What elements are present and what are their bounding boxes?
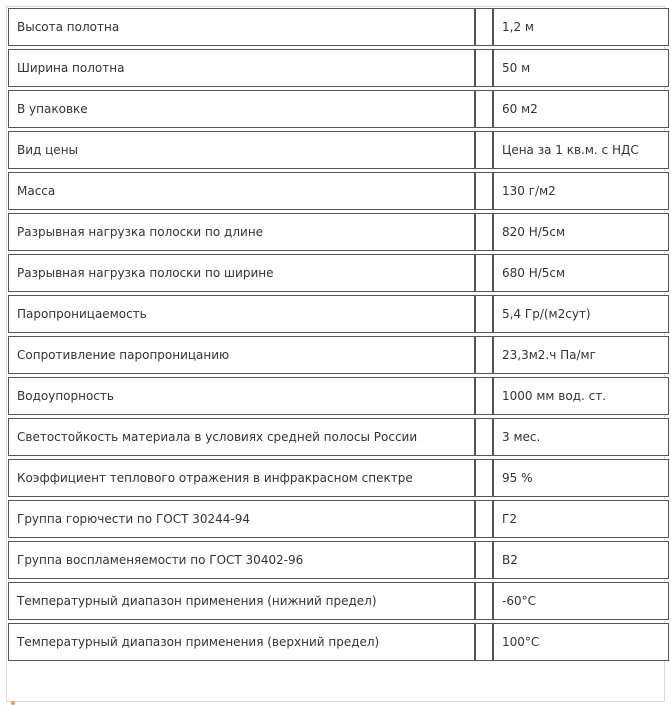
cell-gap — [475, 131, 493, 169]
cell-gap — [475, 623, 493, 661]
cell-gap — [475, 418, 493, 456]
spec-value: 50 м — [493, 49, 669, 87]
cell-gap — [475, 213, 493, 251]
table-row — [8, 295, 669, 333]
spec-value: 1,2 м — [493, 8, 669, 46]
spec-name: Группа горючести по ГОСТ 30244-94 — [8, 500, 475, 538]
cell-gap — [475, 8, 493, 46]
cell-gap — [475, 377, 493, 415]
cell-gap — [475, 582, 493, 620]
table-row — [8, 582, 669, 620]
table-row — [8, 49, 669, 87]
cell-gap — [475, 541, 493, 579]
spec-name: Высота полотна — [8, 8, 475, 46]
cell-gap — [475, 254, 493, 292]
table-row — [8, 541, 669, 579]
table-row — [8, 254, 669, 292]
spec-value: В2 — [493, 541, 669, 579]
spec-value: 23,3м2.ч Па/мг — [493, 336, 669, 374]
spec-name: Группа воспламеняемости по ГОСТ 30402-96 — [8, 541, 475, 579]
spec-value: 5,4 Гр/(м2сут) — [493, 295, 669, 333]
spec-name: Температурный диапазон применения (верхний предел) — [8, 623, 475, 661]
cell-gap — [475, 172, 493, 210]
spec-name: Разрывная нагрузка полоски по длине — [8, 213, 475, 251]
spec-name: Коэффициент теплового отражения в инфракрасном спектре — [8, 459, 475, 497]
spec-name: Водоупорность — [8, 377, 475, 415]
spec-name: Ширина полотна — [8, 49, 475, 87]
spec-name: Сопротивление паропроницанию — [8, 336, 475, 374]
spec-name: Разрывная нагрузка полоски по ширине — [8, 254, 475, 292]
spec-name: Масса — [8, 172, 475, 210]
spec-name: Светостойкость материала в условиях средней полосы России — [8, 418, 475, 456]
cell-gap — [475, 500, 493, 538]
spec-value: 130 г/м2 — [493, 172, 669, 210]
spec-value: 820 Н/5см — [493, 213, 669, 251]
table-row — [8, 8, 669, 46]
cell-gap — [475, 459, 493, 497]
spec-name: Температурный диапазон применения (нижний предел) — [8, 582, 475, 620]
spec-value: 1000 мм вод. ст. — [493, 377, 669, 415]
table-row — [8, 172, 669, 210]
table-row — [8, 459, 669, 497]
table-row — [8, 213, 669, 251]
spec-table-body — [8, 8, 669, 661]
spec-name: В упаковке — [8, 90, 475, 128]
spec-name: Вид цены — [8, 131, 475, 169]
corner-dot — [11, 701, 15, 705]
table-row — [8, 623, 669, 661]
spec-value: 100°С — [493, 623, 669, 661]
spec-value: Цена за 1 кв.м. с НДС — [493, 131, 669, 169]
cell-gap — [475, 295, 493, 333]
spec-value: Г2 — [493, 500, 669, 538]
spec-value: 680 Н/5см — [493, 254, 669, 292]
table-row — [8, 131, 669, 169]
cell-gap — [475, 49, 493, 87]
cell-gap — [475, 336, 493, 374]
spec-value: 95 % — [493, 459, 669, 497]
spec-name: Паропроницаемость — [8, 295, 475, 333]
table-row — [8, 500, 669, 538]
table-row — [8, 90, 669, 128]
spec-value: -60°С — [493, 582, 669, 620]
spec-table — [8, 5, 669, 664]
table-row — [8, 418, 669, 456]
table-row — [8, 336, 669, 374]
table-row — [8, 377, 669, 415]
spec-value: 3 мес. — [493, 418, 669, 456]
spec-value: 60 м2 — [493, 90, 669, 128]
cell-gap — [475, 90, 493, 128]
